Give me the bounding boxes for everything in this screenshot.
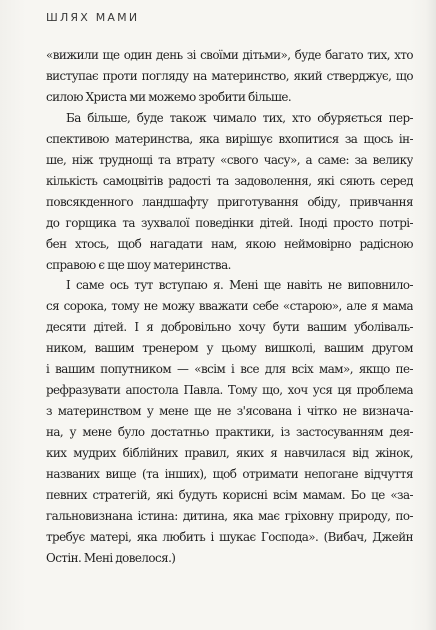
paragraph xyxy=(46,108,413,276)
text-line: до горщика та зухвалої поведінки дітей. Іноді просто потрі- xyxy=(46,215,413,230)
text-line: «вижили ще один день зі своїми дітьми», буде багато тих, хто xyxy=(46,48,413,62)
text-line: кількість самоцвітів радості та задоволення, які сяють серед xyxy=(46,173,413,188)
text-line: десяти дітей. І я добровільно хочу бути вашим уболіваль- xyxy=(46,320,413,335)
text-line: ких мудрих біблійних правил, яких я навчилася від жінок, xyxy=(46,446,413,461)
text-line: ше, ніж труднощі та втрату «свого часу», а саме: за велику xyxy=(46,152,413,167)
text-line: і вашим попутником — «всім і все для всіх мам», якщо пе- xyxy=(46,362,413,377)
text-line: Остін. Мені довелося.) xyxy=(46,550,176,565)
text-line: гальновизнана істина: дитина, яка має гріховну природу, по- xyxy=(46,508,413,523)
text-line: названих вище (та інших), щоб отримати непогане відчуття xyxy=(46,467,413,482)
text-line: повсякденного ландшафту приготування обіду, привчання xyxy=(46,194,413,209)
text-line: з материнством у мене ще не з'ясована і чітко не визнача- xyxy=(46,404,413,419)
body-text xyxy=(46,45,413,569)
text-line: виступає проти погляду на материнство, який стверджує, що xyxy=(46,68,413,83)
text-line: певних стратегій, які будуть корисні всім мамам. Бо це «за- xyxy=(46,488,413,503)
text-line: ся сорока, тому не можу вважати себе «старою», але я мама xyxy=(46,299,413,314)
text-line: бен хтось, щоб нагадати нам, якою неймовірно радісною xyxy=(46,236,413,251)
text-line: требує матері, яка любить і шукає Господа». (Вибач, Джейн xyxy=(46,529,413,544)
text-line: І саме ось тут вступаю я. Мені ще навіть не виповнило- xyxy=(66,278,413,293)
text-line: на, у мене було достатньо практики, із застосуванням дея- xyxy=(46,425,413,440)
paragraph xyxy=(46,275,413,568)
text-line: справою є ще шоу материнства. xyxy=(46,257,231,272)
text-line: силою Христа ми можемо зробити більше. xyxy=(46,89,292,104)
paragraph xyxy=(46,45,413,108)
text-line: рефразувати апостола Павла. Тому що, хоч уся ця проблема xyxy=(46,383,413,398)
page-edge-shadow xyxy=(426,0,436,630)
text-line: спективою материнства, яка вирішує вхопитися за щось ін- xyxy=(46,131,413,146)
text-line: ником, вашим тренером у цьому вишколі, вашим другом xyxy=(46,341,413,356)
text-line: Ба більше, буде також чимало тих, хто обуряється пер- xyxy=(66,110,413,125)
running-head: ШЛЯХ МАМИ xyxy=(46,11,140,24)
